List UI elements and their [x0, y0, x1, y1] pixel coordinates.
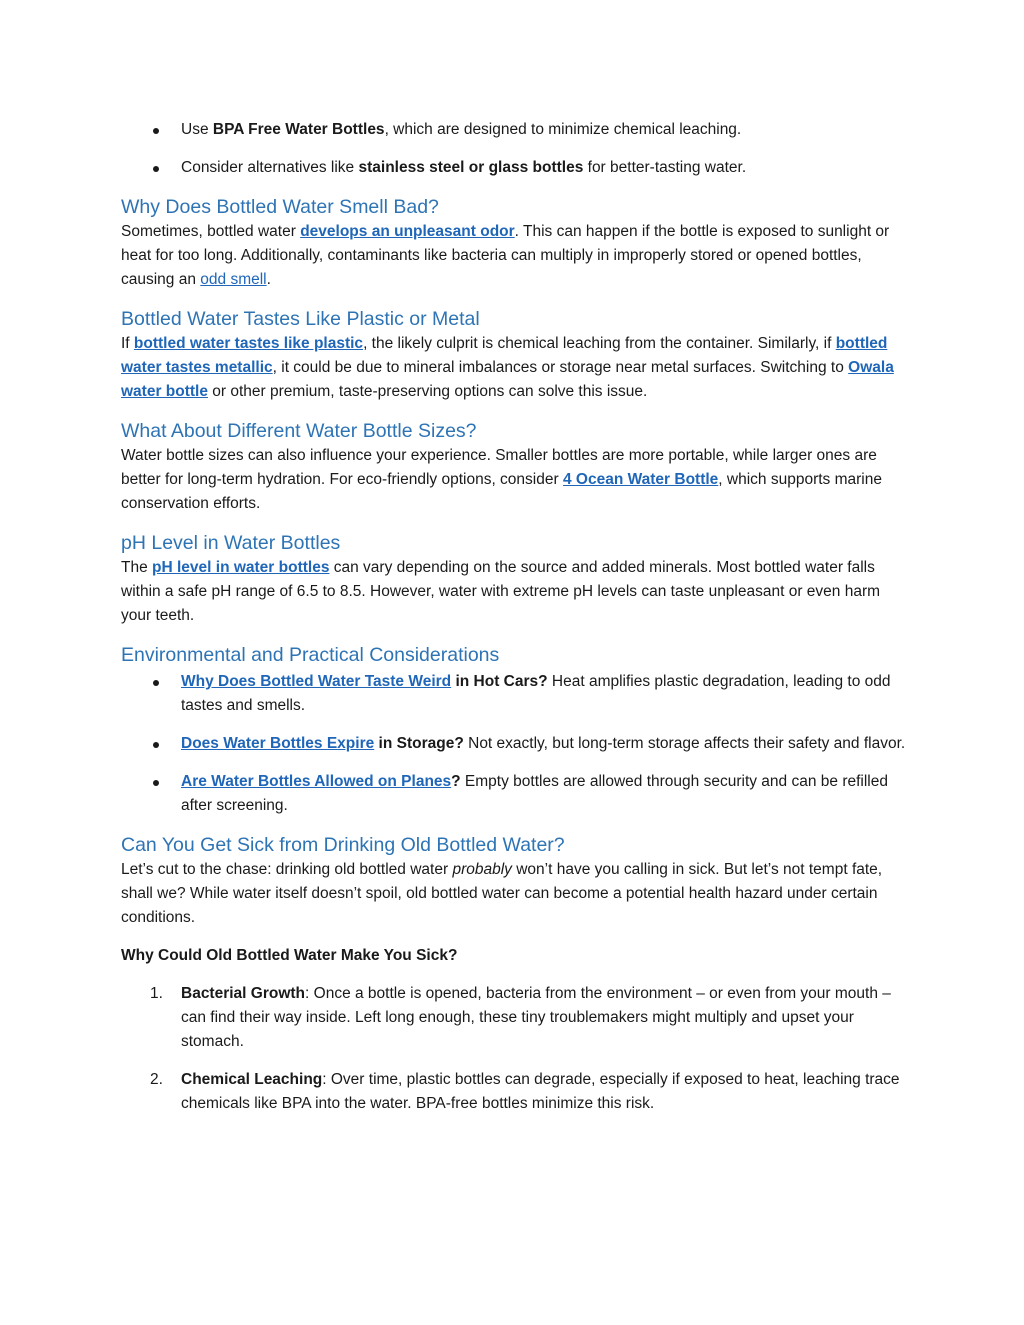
paragraph-text: , the likely culprit is chemical leaching from the container. Similarly, if [363, 335, 836, 352]
ocean-bottle-link[interactable]: 4 Ocean Water Bottle [562, 471, 719, 488]
paragraph-text: can vary depending on the source and added minerals. Most bottled water falls within a safe pH range of 6.5 to 8.5. However, water with extreme pH levels can taste unpleasant or even harm your teeth. [121, 559, 881, 624]
section-environmental [121, 642, 911, 818]
owala-bottle-link[interactable]: Owala water bottle [121, 359, 894, 400]
item-bold-text: ? [451, 773, 461, 790]
paragraph-text: , it could be due to mineral imbalances or storage near metal surfaces. Switching to [272, 359, 849, 376]
paragraph-text: , which supports marine conservation efforts. [121, 471, 882, 512]
section-heading: Environmental and Practical Considerations [121, 644, 500, 666]
list-item [121, 770, 911, 818]
item-bold-text: in Storage? [374, 735, 464, 752]
paragraph-text: won’t have you calling in sick. But let’s not tempt fate, shall we? While water itself doesn’t spoil, old bottled water can become a potential health hazard under certain conditions. [121, 861, 883, 926]
section-sizes [121, 418, 911, 516]
section-heading: Bottled Water Tastes Like Plastic or Metal [121, 308, 480, 330]
section-paragraph [121, 220, 911, 292]
paragraph-text: The [121, 559, 153, 576]
considerations-list [121, 670, 911, 818]
bullet-text: Consider alternatives like [181, 159, 359, 176]
list-item [121, 156, 911, 180]
list-item [121, 982, 911, 1054]
item-text: Not exactly, but long-term storage affects their safety and flavor. [463, 735, 906, 752]
item-bold-text: Bacterial Growth [181, 985, 306, 1002]
intro-bullet-list [121, 118, 911, 180]
section-heading: Can You Get Sick from Drinking Old Bottled Water? [121, 834, 565, 856]
tastes-metallic-link[interactable]: bottled water tastes metallic [121, 335, 888, 376]
bullet-text: , which are designed to minimize chemical leaching. [384, 121, 742, 138]
paragraph-text: If [121, 335, 134, 352]
item-number: 2. [150, 1071, 163, 1088]
bullet-bold-text: BPA Free Water Bottles [212, 121, 385, 138]
paragraph-text: . [266, 271, 271, 288]
paragraph-text: or other premium, taste-preserving options can solve this issue. [207, 383, 648, 400]
bullet-text: for better-tasting water. [583, 159, 747, 176]
bottles-expire-link[interactable]: Does Water Bottles Expire [181, 735, 375, 752]
paragraph-text: Water bottle sizes can also influence your experience. Smaller bottles are more portable, while larger ones are better for long-term hydration. For eco-friendly options, consider [121, 447, 877, 488]
section-heading: Why Does Bottled Water Smell Bad? [121, 196, 439, 218]
list-item [121, 1068, 911, 1116]
item-bold-text: in Hot Cars? [451, 673, 548, 690]
section-sick [121, 832, 911, 1116]
paragraph-text: Sometimes, bottled water [121, 223, 301, 240]
list-item [121, 732, 911, 756]
subheading: Why Could Old Bottled Water Make You Sick? [121, 947, 458, 964]
section-smell [121, 194, 911, 292]
list-item [121, 118, 911, 142]
list-item [121, 670, 911, 718]
reasons-list [121, 982, 911, 1116]
section-paragraph [121, 444, 911, 516]
section-paragraph [121, 332, 911, 404]
bullet-text: Use [181, 121, 213, 138]
section-ph [121, 530, 911, 628]
item-bold-text: Chemical Leaching [181, 1071, 323, 1088]
section-paragraph [121, 556, 911, 628]
taste-weird-link[interactable]: Why Does Bottled Water Taste Weird [181, 673, 452, 690]
item-text: Empty bottles are allowed through security and can be refilled after screening. [181, 773, 888, 814]
item-text: Heat amplifies plastic degradation, leading to odd tastes and smells. [181, 673, 891, 714]
item-text: : Once a bottle is opened, bacteria from the environment – or even from your mouth – can find their way inside. Left long enough, these tiny troublemakers might multiply and upset your stomach. [181, 985, 891, 1050]
allowed-on-planes-link[interactable]: Are Water Bottles Allowed on Planes [181, 773, 452, 790]
item-text: : Over time, plastic bottles can degrade, especially if exposed to heat, leaching trace chemicals like BPA into the water. BPA-free bottles minimize this risk. [181, 1071, 900, 1112]
section-heading: pH Level in Water Bottles [121, 532, 341, 554]
ph-level-link[interactable]: pH level in water bottles [152, 559, 330, 576]
section-paragraph [121, 858, 911, 930]
paragraph-text: Let’s cut to the chase: drinking old bottled water [121, 861, 453, 878]
section-plastic-metal [121, 306, 911, 404]
bullet-bold-text: stainless steel or glass bottles [358, 159, 584, 176]
document-page [121, 118, 911, 1130]
develops-odor-link[interactable]: develops an unpleasant odor [300, 223, 515, 240]
tastes-plastic-link[interactable]: bottled water tastes like plastic [133, 335, 364, 352]
odd-smell-link[interactable]: odd smell [200, 271, 267, 288]
section-heading: What About Different Water Bottle Sizes? [121, 420, 477, 442]
paragraph-text: . This can happen if the bottle is exposed to sunlight or heat for too long. Additionally, contaminants like bacteria can multiply in improperly stored or opened bottles, causing an [121, 223, 890, 288]
item-number: 1. [150, 985, 163, 1002]
italic-text: probably [452, 861, 512, 878]
